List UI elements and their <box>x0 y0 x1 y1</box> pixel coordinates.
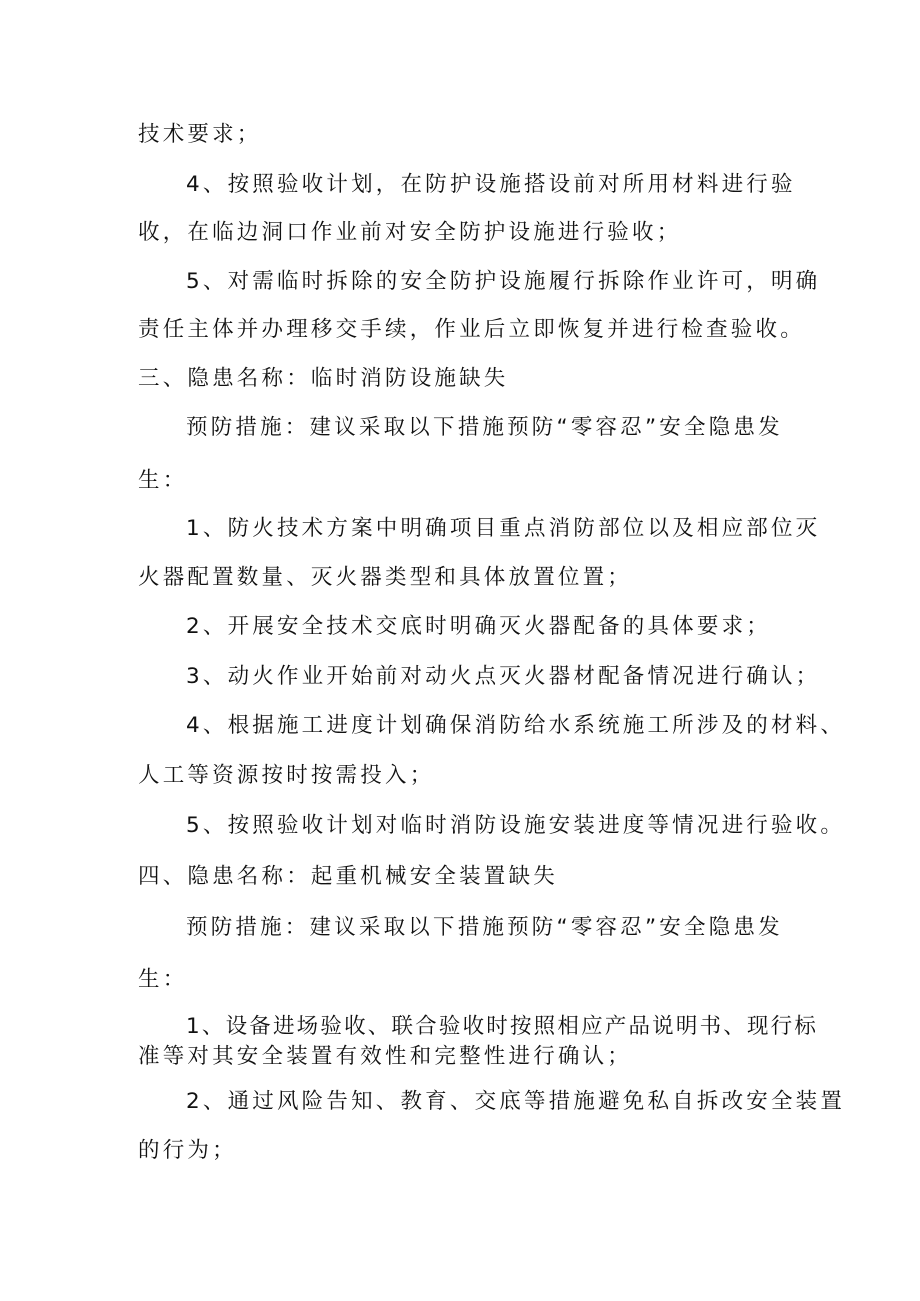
text-line: 4、按照验收计划，在防护设施搭设前对所用材料进行验 <box>186 172 796 197</box>
text-line: 4、根据施工进度计划确保消防给水系统施工所涉及的材料、 <box>186 713 846 738</box>
text-line: 预防措施：建议采取以下措施预防“零容忍”安全隐患发 <box>186 915 783 940</box>
text-line: 1、防火技术方案中明确项目重点消防部位以及相应部位灭 <box>186 516 821 541</box>
text-line: 的行为； <box>138 1138 237 1163</box>
text-line: 5、对需临时拆除的安全防护设施履行拆除作业许可，明确 <box>186 269 821 294</box>
text-line: 1、设备进场验收、联合验收时按照相应产品说明书、现行标 <box>186 1014 819 1039</box>
text-line: 2、开展安全技术交底时明确灭火器配备的具体要求； <box>186 614 771 639</box>
text-line: 生： <box>138 468 188 493</box>
text-line: 生： <box>138 967 188 992</box>
text-line: 技术要求； <box>138 122 262 147</box>
text-line: 预防措施：建议采取以下措施预防“零容忍”安全隐患发 <box>186 415 783 440</box>
text-line: 人工等资源按时按需投入； <box>138 763 435 788</box>
section-heading: 三、隐患名称：临时消防设施缺失 <box>138 366 509 391</box>
section-heading: 四、隐患名称：起重机械安全装置缺失 <box>138 864 558 889</box>
text-line: 火器配置数量、灭火器类型和具体放置位置； <box>138 565 633 590</box>
text-line: 责任主体并办理移交手续，作业后立即恢复并进行检查验收。 <box>138 317 805 342</box>
text-line: 准等对其安全装置有效性和完整性进行确认； <box>138 1044 633 1069</box>
text-line: 收，在临边洞口作业前对安全防护设施进行验收； <box>138 220 682 245</box>
text-line: 3、动火作业开始前对动火点灭火器材配备情况进行确认； <box>186 664 821 689</box>
text-line: 2、通过风险告知、教育、交底等措施避免私自拆改安全装置 <box>186 1089 846 1114</box>
text-line: 5、按照验收计划对临时消防设施安装进度等情况进行验收。 <box>186 813 846 838</box>
